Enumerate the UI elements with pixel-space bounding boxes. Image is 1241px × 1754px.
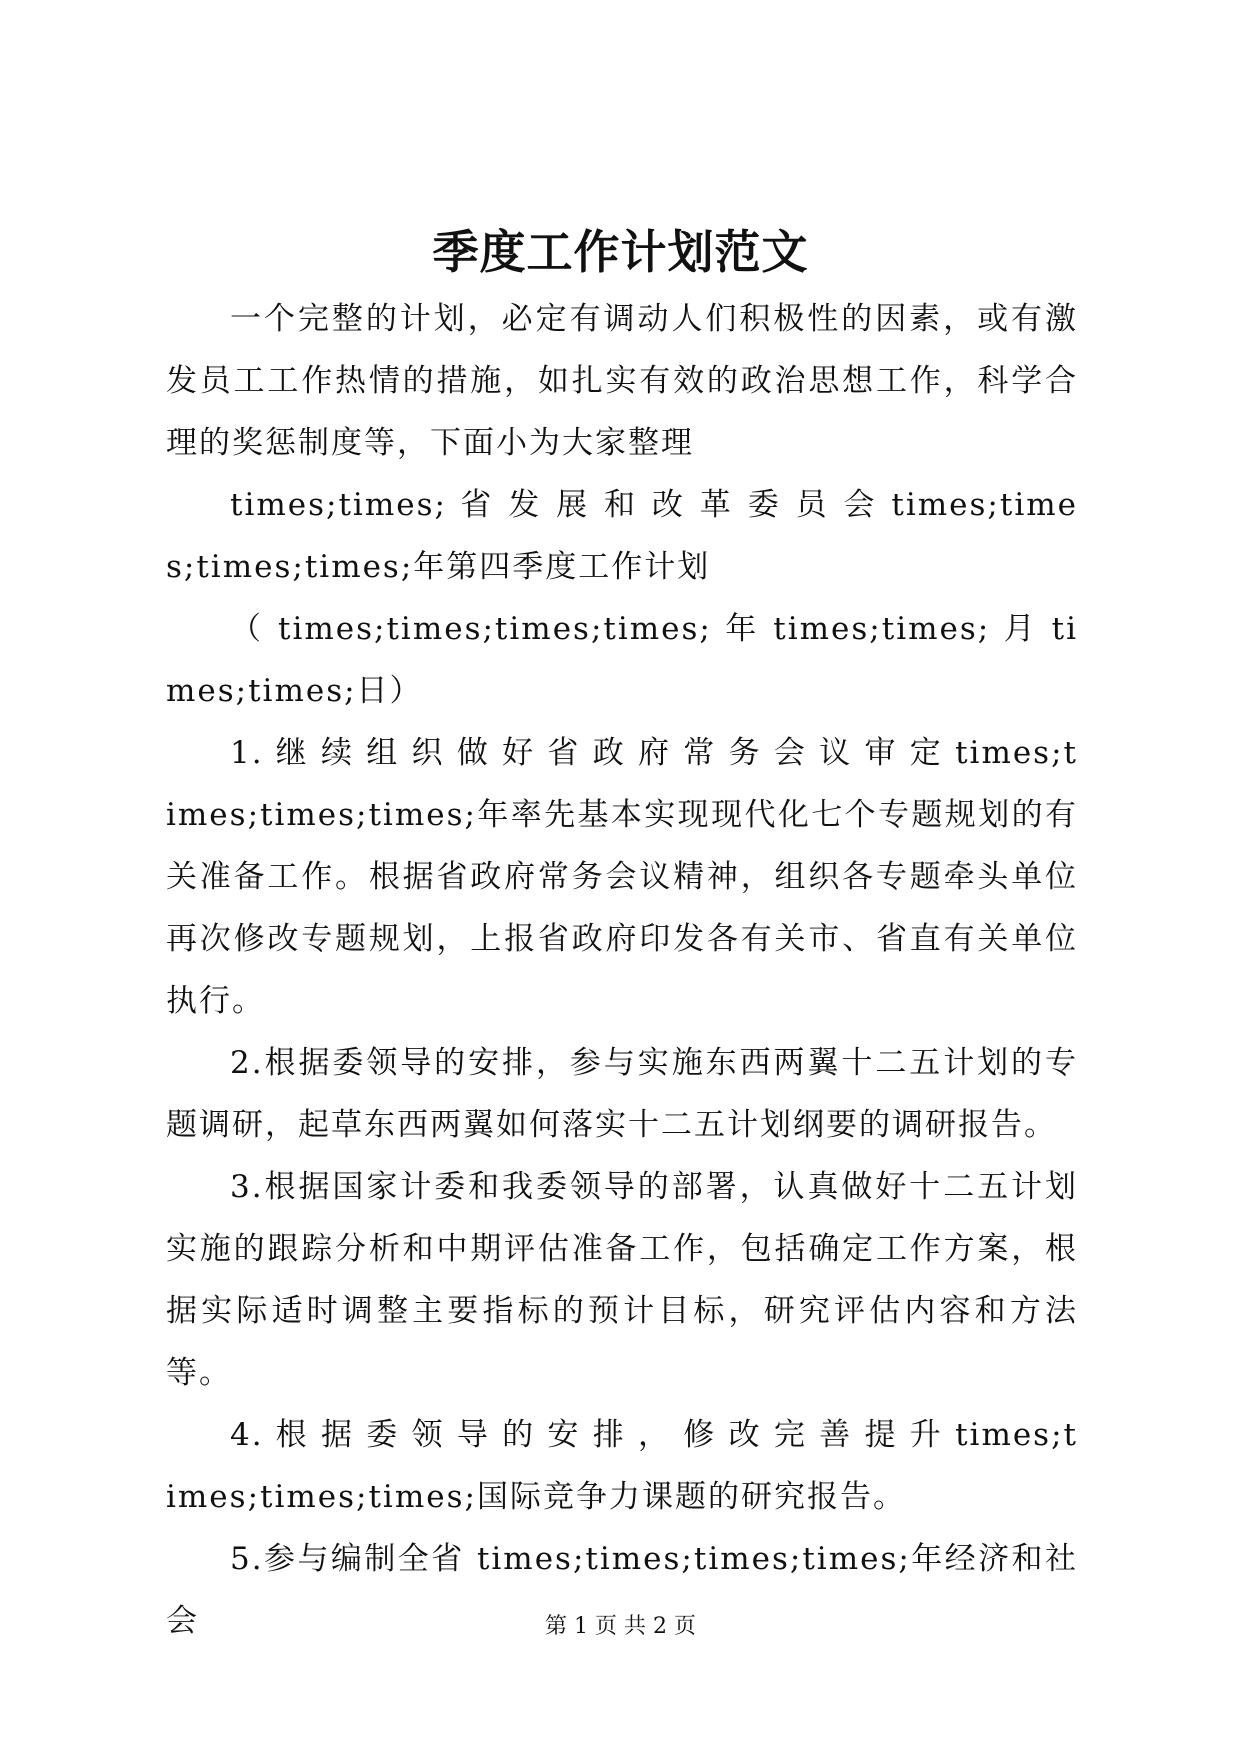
paragraph-item-3: 3.根据国家计委和我委领导的部署，认真做好十二五计划实施的跟踪分析和中期评估准备工作，包括确定工作方案，根据实际适时调整主要指标的预计目标，研究评估内容和方法等。 xyxy=(166,1169,1078,1391)
page-footer xyxy=(0,1612,1241,1642)
paragraph-item-2: 2.根据委领导的安排，参与实施东西两翼十二五计划的专题调研，起草东西两翼如何落实十二五计划纲要的调研报告。 xyxy=(166,1045,1078,1143)
document-title: 季度工作计划范文 xyxy=(432,225,809,279)
paragraph-item-4: 4. 根 据 委 领 导 的 安 排 ， 修 改 完 善 提 升 times;times;times;times;国际竞争力课题的研究报告。 xyxy=(166,1417,1078,1515)
paragraph-plan-heading: times;times; 省 发 展 和 改 革 委 员 会 times;times;times;times;年第四季度工作计划 xyxy=(166,487,1078,585)
paragraph-item-5: 5.参与编制全省 times;times;times;times;年经济和社会 xyxy=(166,1541,1078,1639)
paragraph-date: （ times;times;times;times; 年 times;times; 月 times;times;日） xyxy=(166,611,1078,709)
document-body xyxy=(166,288,1078,1652)
page-number-label: 第 1 页 共 2 页 xyxy=(545,1614,696,1639)
paragraph-intro: 一个完整的计划，必定有调动人们积极性的因素，或有激发员工工作热情的措施，如扎实有效的政治思想工作，科学合理的奖惩制度等，下面小为大家整理 xyxy=(166,301,1078,461)
paragraph-item-1: 1. 继 续 组 织 做 好 省 政 府 常 务 会 议 审 定 times;times;times;times;年率先基本实现现代化七个专题规划的有关准备工作。根据省政府常务会议精神，组织各专题牵头单位再次修改专题规划，上报省政府印发各有关市、省直有关单位执行。 xyxy=(166,735,1078,1019)
